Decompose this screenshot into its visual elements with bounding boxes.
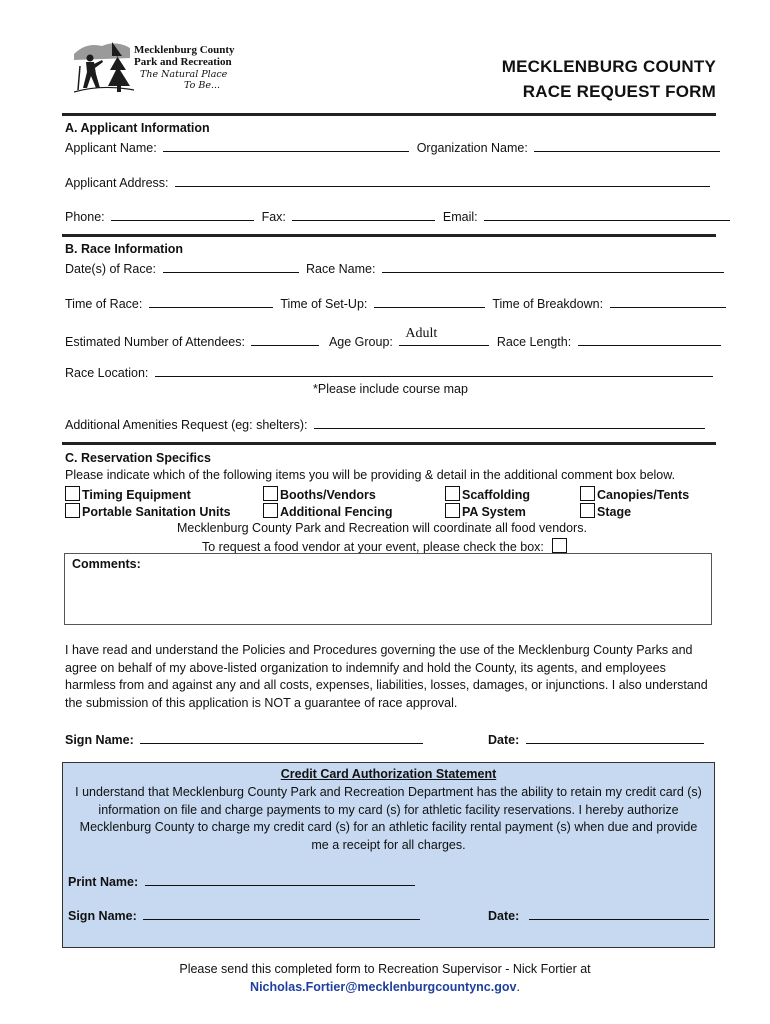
amenities-label: Additional Amenities Request (eg: shelters):: [65, 418, 308, 432]
email-field[interactable]: [484, 208, 730, 221]
race-location-row: [65, 364, 713, 380]
checkbox-sanitation-row: [65, 503, 231, 519]
timing-label: Timing Equipment: [82, 488, 191, 502]
checkbox-pa-row: [445, 503, 526, 519]
scaffolding-checkbox[interactable]: [445, 486, 460, 501]
logo-tagline2: To Be...: [184, 80, 221, 91]
checkbox-fencing-row: [263, 503, 393, 519]
cc-heading: Credit Card Authorization Statement: [280, 767, 497, 781]
county-logo: [72, 38, 242, 98]
agreement-text: [65, 642, 707, 712]
cc-line: information on file and charge payments to my card (s) for athletic facility reservations. I hereby authorize: [98, 802, 679, 817]
phone-field[interactable]: [111, 208, 254, 221]
food-vendor-request-row: [202, 538, 569, 554]
agreement-date-row: [488, 731, 704, 747]
contact-row: [65, 208, 730, 224]
stage-label: Stage: [597, 505, 632, 519]
agreement-line: I have read and understand the Policies and Procedures governing the use of the Mecklenburg County Parks and: [65, 643, 693, 657]
pa-checkbox[interactable]: [445, 503, 460, 518]
page-title-line2: RACE REQUEST FORM: [522, 82, 716, 101]
race-length-label: Race Length:: [496, 335, 572, 349]
applicant-address-row: [65, 174, 710, 190]
section-b-heading: B. Race Information: [65, 242, 184, 256]
age-group-label: Age Group:: [328, 335, 393, 349]
email-label: Email:: [442, 210, 478, 224]
amenities-row: [65, 416, 705, 432]
race-name-label: Race Name:: [305, 262, 376, 276]
sanitation-label: Portable Sanitation Units: [82, 505, 231, 519]
section-c-instructions: Please indicate which of the following items you will be providing & detail in the additional comment box below.: [65, 468, 676, 482]
hiker-tree-icon: [72, 38, 142, 96]
age-group-value: Adult: [405, 326, 438, 341]
cc-print-name-row: [68, 873, 415, 889]
agreement-sign-row: [65, 731, 423, 747]
agreement-line: agree on behalf of my above-listed organization to indemnify and hold the County, its agents, and employees: [65, 660, 666, 675]
organization-name-label: Organization Name:: [416, 141, 528, 155]
cc-print-name-label: Print Name:: [68, 875, 139, 889]
applicant-name-row: [65, 139, 720, 155]
section-a-heading: A. Applicant Information: [65, 121, 210, 135]
divider: [62, 234, 716, 237]
age-group-field[interactable]: [399, 326, 489, 346]
cc-date-label: Date:: [488, 909, 520, 923]
attendees-row: [65, 326, 721, 349]
applicant-name-field[interactable]: [163, 139, 409, 152]
date-field[interactable]: [526, 731, 704, 744]
cc-sign-name-row: [68, 907, 420, 923]
fencing-label: Additional Fencing: [280, 505, 393, 519]
race-location-field[interactable]: [155, 364, 713, 377]
scaffolding-label: Scaffolding: [462, 488, 531, 502]
checkbox-canopies-row: [580, 486, 689, 502]
timing-checkbox[interactable]: [65, 486, 80, 501]
page-title-line1: MECKLENBURG COUNTY: [501, 57, 716, 76]
course-map-note: *Please include course map: [313, 382, 468, 396]
canopies-checkbox[interactable]: [580, 486, 595, 501]
pa-label: PA System: [462, 505, 526, 519]
cc-print-name-field[interactable]: [145, 873, 415, 886]
cc-line: I understand that Mecklenburg County Park and Recreation Department has the ability to retain my credit card (s): [75, 785, 702, 799]
fax-label: Fax:: [261, 210, 286, 224]
booths-label: Booths/Vendors: [280, 488, 376, 502]
sign-name-label: Sign Name:: [65, 733, 134, 747]
agreement-line: harmless from and against any and all costs, expenses, liabilities, losses, damages, or injunctions. I also understand: [65, 678, 708, 692]
time-breakdown-field[interactable]: [610, 295, 726, 308]
attendees-label: Estimated Number of Attendees:: [65, 335, 245, 349]
time-setup-field[interactable]: [374, 295, 485, 308]
applicant-address-field[interactable]: [175, 174, 710, 187]
race-dates-label: Date(s) of Race:: [65, 262, 157, 276]
comments-box[interactable]: [64, 553, 712, 625]
section-c-heading: C. Reservation Specifics: [65, 451, 211, 465]
supervisor-email-link[interactable]: Nicholas.Fortier@mecklenburgcountync.gov: [250, 980, 517, 994]
applicant-name-label: Applicant Name:: [65, 141, 157, 155]
checkbox-scaffolding-row: [445, 486, 530, 502]
footer-period: .: [516, 980, 520, 994]
food-vendor-checkbox[interactable]: [552, 538, 567, 553]
sanitation-checkbox[interactable]: [65, 503, 80, 518]
fencing-checkbox[interactable]: [263, 503, 278, 518]
booths-checkbox[interactable]: [263, 486, 278, 501]
comments-label: Comments:: [72, 557, 141, 571]
food-vendor-request-label: To request a food vendor at your event, please check the box:: [202, 540, 544, 554]
fax-field[interactable]: [292, 208, 435, 221]
cc-heading-wrap: [63, 767, 714, 781]
footer-line1: Please send this completed form to Recreation Supervisor - Nick Fortier at: [179, 962, 591, 976]
time-breakdown-label: Time of Breakdown:: [492, 297, 604, 311]
race-location-label: Race Location:: [65, 366, 149, 380]
cc-statement: [63, 784, 714, 854]
attendees-field[interactable]: [251, 333, 319, 346]
race-times-row: [65, 295, 726, 311]
agreement-line: the submission of this application is NOT a guarantee of race approval.: [65, 695, 458, 710]
canopies-label: Canopies/Tents: [597, 488, 690, 502]
race-name-field[interactable]: [382, 260, 724, 273]
amenities-field[interactable]: [314, 416, 705, 429]
applicant-address-label: Applicant Address:: [65, 176, 169, 190]
organization-name-field[interactable]: [534, 139, 720, 152]
checkbox-booths-row: [263, 486, 376, 502]
stage-checkbox[interactable]: [580, 503, 595, 518]
phone-label: Phone:: [65, 210, 105, 224]
time-of-race-label: Time of Race:: [65, 297, 143, 311]
divider: [62, 442, 716, 445]
time-of-race-field[interactable]: [149, 295, 273, 308]
cc-sign-name-field[interactable]: [143, 907, 420, 920]
cc-date-row: [488, 907, 709, 923]
cc-line: me a receipt for all charges.: [311, 837, 466, 852]
logo-line2: Park and Recreation: [134, 56, 232, 68]
checkbox-timing-row: [65, 486, 191, 502]
logo-line1: Mecklenburg County: [134, 44, 235, 56]
race-length-field[interactable]: [578, 333, 721, 346]
time-setup-label: Time of Set-Up:: [280, 297, 368, 311]
cc-date-field[interactable]: [529, 907, 709, 920]
race-dates-field[interactable]: [163, 260, 299, 273]
credit-card-authorization-box: [62, 762, 715, 948]
checkbox-stage-row: [580, 503, 631, 519]
food-vendor-note: Mecklenburg County Park and Recreation will coordinate all food vendors.: [177, 521, 587, 535]
logo-tagline1: The Natural Place: [140, 69, 228, 80]
cc-line: Mecklenburg County to charge my credit card (s) for an athletic facility rental payment (s) when due and provide: [79, 820, 698, 834]
sign-name-field[interactable]: [140, 731, 423, 744]
footer-email-row: [0, 980, 770, 994]
date-label: Date:: [488, 733, 520, 747]
cc-sign-name-label: Sign Name:: [68, 909, 137, 923]
race-date-row: [65, 260, 724, 276]
divider: [62, 113, 716, 116]
